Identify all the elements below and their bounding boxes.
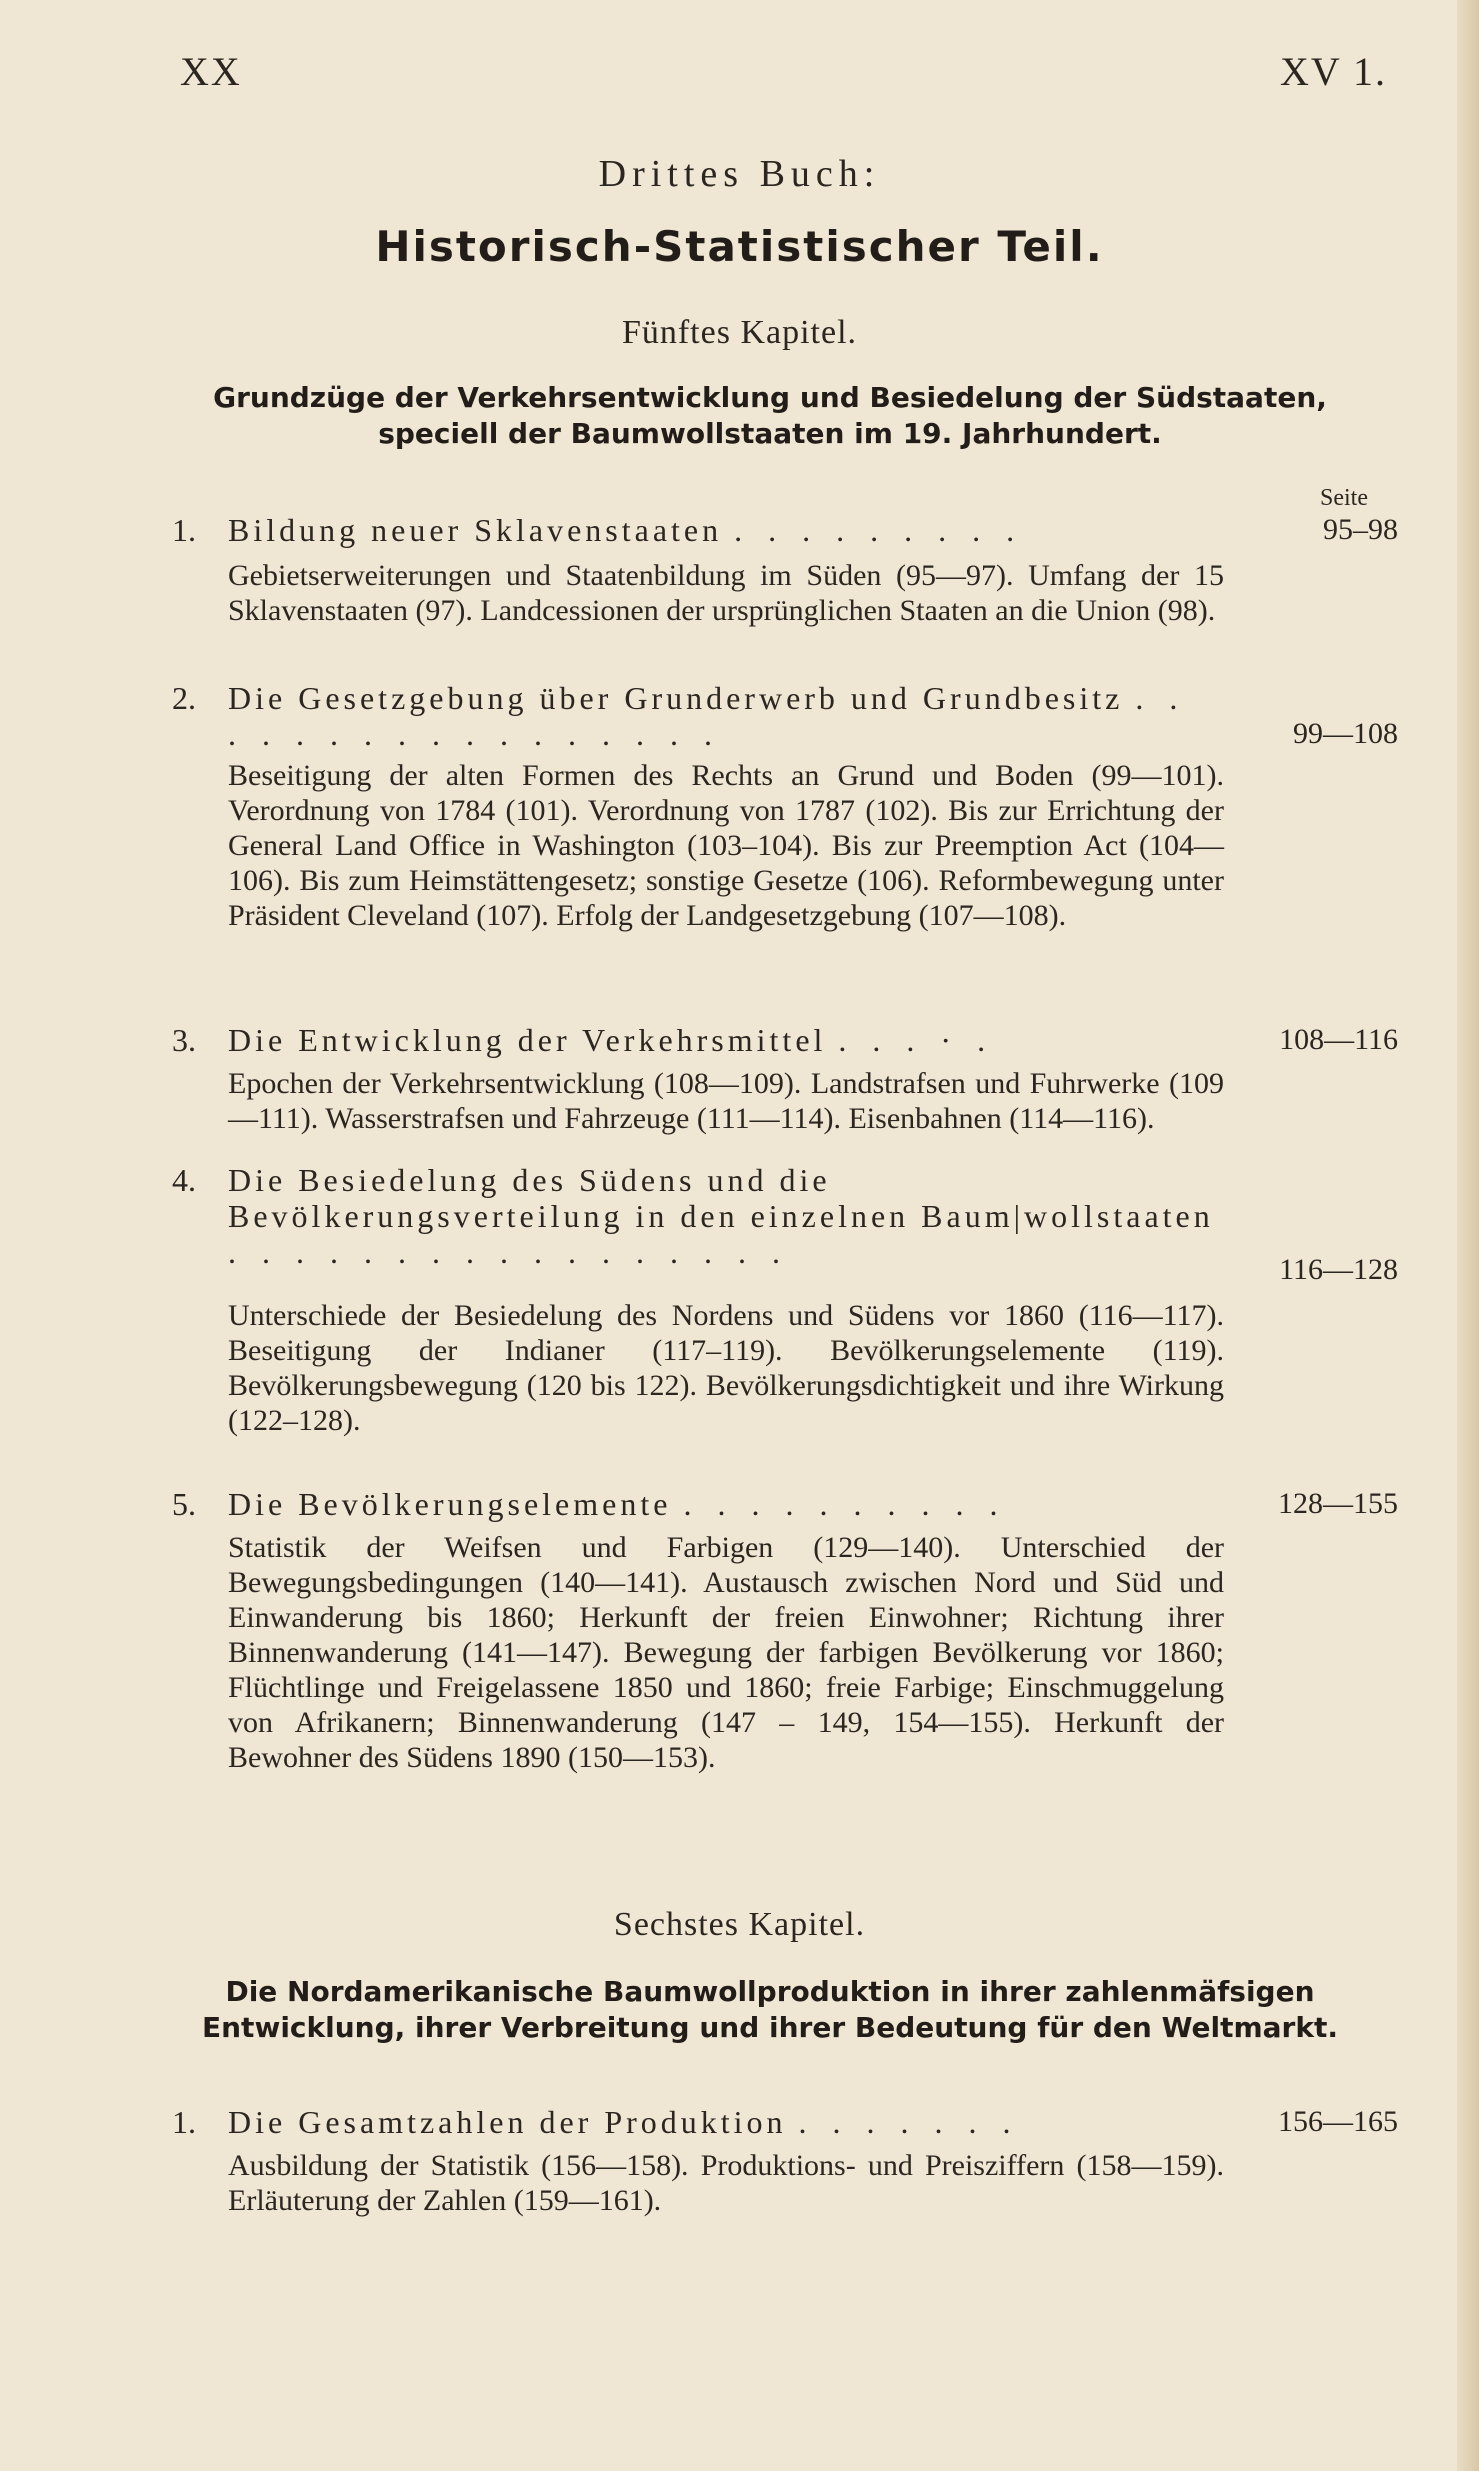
entry-pages: 108—116 xyxy=(1279,1023,1398,1056)
toc-entry-title xyxy=(172,512,1220,548)
entry-summary: Beseitigung der alten Formen des Rechts an Grund und Boden (99—101). Verordnung von 1784 (101). Verordnung von 1787 (102). Bis zur Errichtung der General Land Office in Washington (103–104). Bis zur Preemption Act (104—106). Bis zum Heimstättengesetz; sonstige Gesetze (106). Reformbewegung unter Präsident Cleveland (107). Erfolg der Landgesetzgebung (107—108). xyxy=(228,759,1224,932)
entry-title-text: Bildung neuer Sklavenstaaten xyxy=(228,512,723,548)
leader-dots: . . . · . xyxy=(838,1022,995,1058)
entry-number: 3. xyxy=(172,1022,196,1058)
entry-summary: Statistik der Weifsen und Farbigen (129—140). Unterschied der Bewegungsbedingungen (140—141). Austausch zwischen Nord und Süd und Einwanderung bis 1860; Herkunft der freien Einwohner; Richtung ihrer Binnenwanderung (141—147). Bewegung der farbigen Bevölkerung vor 1860; Flüchtlinge und Freigelassene 1850 und 1860; freie Farbige; Einschmuggelung von Afrikanern; Binnenwanderung (147 – 149, 154—155). Herkunft der Bewohner des Südens 1890 (150—153). xyxy=(228,1531,1224,1774)
entry-pages: 116—128 xyxy=(1279,1253,1398,1286)
running-header-right: XV 1. xyxy=(1280,49,1388,94)
entry-number: 1. xyxy=(172,2104,196,2140)
toc-entry-title xyxy=(172,680,1220,752)
entry-title-text: Die Besiedelung des Südens und die Bevölkerungsverteilung in den einzelnen Baum|wollstaaten xyxy=(228,1162,1214,1234)
page-number-roman: XX xyxy=(180,49,242,94)
part-title: Historisch-Statistischer Teil. xyxy=(375,222,1104,271)
leader-dots: . . . . . . . . . . . . . . . . . xyxy=(228,680,1187,752)
chapter-description: Die Nordamerikanische Baumwollproduktion in ihrer zahlenmäfsigen Entwicklung, ihrer Verbreitung und ihrer Bedeutung für den Weltmarkt. xyxy=(202,1975,1338,2044)
entry-title-text: Die Entwicklung der Verkehrsmittel xyxy=(228,1022,827,1058)
chapter-title: Fünftes Kapitel. xyxy=(621,314,858,351)
leader-dots: . . . . . . . . . . . . . . . . . xyxy=(228,1234,789,1270)
seite-label: Seite xyxy=(1320,485,1368,511)
toc-entry-title xyxy=(172,1022,1220,1058)
entry-summary: Epochen der Verkehrsentwicklung (108—109). Landstrafsen und Fuhrwerke (109—111). Wasserstrafsen und Fahrzeuge (111—114). Eisenbahnen (114—116). xyxy=(228,1067,1224,1135)
entry-summary: Gebietserweiterungen und Staatenbildung im Süden (95—97). Umfang der 15 Sklavenstaaten (97). Landcessionen der ursprünglichen Staaten an die Union (98). xyxy=(228,559,1224,627)
leader-dots: . . . . . . . xyxy=(798,2104,1020,2140)
entry-number: 5. xyxy=(172,1486,196,1522)
toc-entry-title xyxy=(172,1162,1220,1270)
entry-pages: 95–98 xyxy=(1323,513,1398,546)
toc-entry-title xyxy=(172,2104,1220,2140)
entry-number: 2. xyxy=(172,680,196,716)
toc-entry-title xyxy=(172,1486,1220,1522)
entry-pages: 128—155 xyxy=(1278,1487,1398,1520)
entry-title-text: Die Gesetzgebung über Grunderwerb und Grundbesitz xyxy=(228,680,1124,716)
book-title: Drittes Buch: xyxy=(598,153,881,195)
entry-title-text: Die Gesamtzahlen der Produktion xyxy=(228,2104,787,2140)
entry-summary: Unterschiede der Besiedelung des Nordens und Südens vor 1860 (116—117). Beseitigung der Indianer (117–119). Bevölkerungselemente (119). Bevölkerungsbewegung (120 bis 122). Bevölkerungsdichtigkeit und ihre Wirkung (122–128). xyxy=(228,1299,1224,1437)
entry-title-text: Die Bevölkerungselemente xyxy=(228,1486,672,1522)
chapter-description: Grundzüge der Verkehrsentwicklung und Besiedelung der Südstaaten, speciell der Baumwollstaaten im 19. Jahrhundert. xyxy=(213,381,1327,450)
entry-pages: 99—108 xyxy=(1293,717,1398,750)
leader-dots: . . . . . . . . . . xyxy=(683,1486,1007,1522)
entry-pages: 156—165 xyxy=(1278,2105,1398,2138)
entry-number: 4. xyxy=(172,1162,196,1198)
page-edge xyxy=(1457,0,1479,2471)
entry-summary: Ausbildung der Statistik (156—158). Produktions- und Preisziffern (158—159). Erläuterung der Zahlen (159—161). xyxy=(228,2149,1224,2217)
entry-number: 1. xyxy=(172,512,196,548)
chapter-title: Sechstes Kapitel. xyxy=(613,1906,866,1943)
leader-dots: . . . . . . . . . xyxy=(734,512,1024,548)
